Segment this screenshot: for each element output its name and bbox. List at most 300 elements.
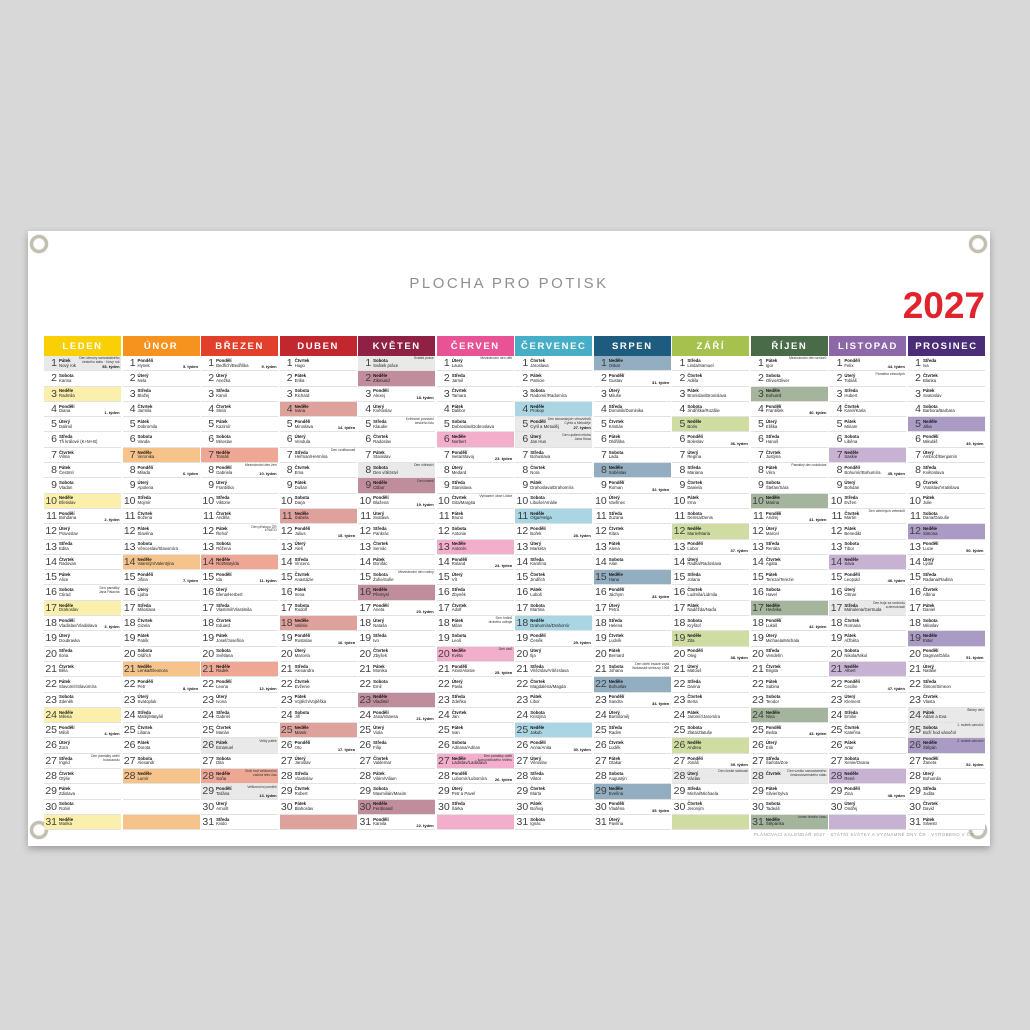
day-number: 23 [516, 693, 529, 706]
day-weekday: Středa [137, 388, 151, 394]
day-cell [123, 677, 200, 692]
day-weekday: Čtvrtek [216, 403, 231, 409]
day-cell [280, 387, 357, 402]
day-text [295, 540, 306, 554]
day-weekday: Středa [765, 755, 780, 761]
day-weekday: Úterý [451, 679, 463, 685]
day-cell [201, 631, 278, 646]
day-cell [358, 509, 435, 524]
day-text [687, 432, 703, 446]
day-nameday: Laura [451, 362, 463, 368]
day-text [844, 555, 858, 569]
day-number: 20 [438, 647, 450, 660]
day-weekday: Úterý [451, 357, 463, 363]
day-cell [908, 754, 985, 769]
day-cell [672, 754, 749, 769]
day-nameday: Tomáš [216, 454, 229, 460]
day-weekday: Neděle [765, 388, 780, 394]
day-number: 7 [679, 448, 686, 461]
day-weekday: Čtvrtek [59, 770, 74, 776]
day-weekday: Středa [373, 633, 387, 639]
day-number: 7 [522, 448, 529, 461]
day-text [452, 585, 466, 599]
day-weekday: Úterý [922, 556, 934, 562]
day-number: 12 [595, 525, 607, 538]
day-nameday: Zbyněk [451, 591, 466, 597]
day-weekday: Pátek [530, 801, 542, 807]
day-nameday: Valentýn/Valentýna [137, 561, 174, 567]
day-weekday: Čtvrtek [216, 724, 231, 730]
day-cell [44, 616, 121, 631]
day-weekday: Pondělí [844, 571, 860, 577]
day-weekday: Neděle [765, 602, 780, 608]
week-number-label: 24. týden [494, 563, 513, 569]
month-column [44, 336, 121, 830]
day-number: 9 [679, 479, 686, 492]
day-number: 11 [281, 509, 293, 522]
day-number: 19 [516, 632, 529, 645]
day-cell [515, 509, 592, 524]
day-number: 23 [752, 693, 764, 706]
day-text [923, 784, 936, 798]
day-cell [201, 509, 278, 524]
day-number: 1 [836, 357, 843, 369]
day-number: 4 [522, 402, 529, 415]
day-number: 11 [595, 509, 607, 522]
day-text [609, 585, 625, 599]
day-nameday: Zita [687, 637, 695, 643]
day-nameday: Bohuslava [530, 454, 551, 460]
day-text [59, 677, 97, 691]
day-weekday: Pondělí [216, 571, 232, 577]
day-weekday: Čtvrtek [137, 510, 153, 516]
day-cell [672, 723, 749, 738]
day-weekday: Pátek [922, 495, 935, 501]
day-cell [908, 387, 985, 402]
day-number: 25 [830, 724, 843, 737]
day-nameday: Medard [451, 469, 467, 475]
day-number: 21 [909, 662, 921, 675]
day-text [844, 463, 880, 477]
week-number-label: 1. týden [104, 410, 120, 416]
day-number: 15 [123, 571, 136, 584]
week-number-label: 21. týden [416, 716, 434, 722]
day-number: 16 [516, 586, 529, 599]
day-nameday: Daniela [687, 484, 702, 490]
day-nameday: Marián [216, 729, 230, 735]
day-cell [201, 647, 278, 662]
day-cell [751, 723, 828, 738]
day-nameday: Gita/Margita [451, 500, 476, 506]
day-number: 30 [280, 800, 293, 813]
day-text [59, 463, 74, 477]
day-weekday: Neděle [137, 449, 152, 455]
day-nameday: Nela [137, 377, 147, 383]
grommet-icon [969, 235, 987, 253]
day-number: 24 [752, 708, 764, 721]
day-cell [672, 693, 749, 708]
day-number: 15 [202, 571, 215, 584]
day-text [138, 509, 153, 523]
day-cell [908, 677, 985, 692]
day-nameday: Michaela/Michala [765, 637, 800, 643]
day-weekday: Pondělí [608, 587, 625, 593]
day-text [373, 616, 387, 630]
day-weekday: Pátek [530, 480, 542, 486]
day-nameday: Vendelín [765, 653, 783, 659]
day-text [138, 524, 154, 538]
day-cell [123, 754, 200, 769]
day-weekday: Neděle [373, 373, 388, 379]
day-note: Den vítězství [414, 463, 434, 468]
day-nameday: Evžen [844, 500, 857, 506]
day-text [766, 708, 780, 722]
day-number: 15 [359, 571, 372, 584]
day-cell [437, 616, 514, 631]
day-text [530, 601, 545, 615]
day-text [766, 662, 781, 676]
day-cell [594, 616, 671, 631]
day-text [216, 540, 231, 554]
day-note: Den obnovy samostatného českého státu · Nový rok [79, 356, 120, 365]
day-text [59, 387, 75, 401]
day-text [138, 570, 154, 584]
day-number: 3 [51, 387, 57, 400]
day-weekday: Pondělí [373, 602, 389, 608]
day-text [530, 509, 552, 523]
week-number-label: 9. týden [261, 364, 277, 370]
day-weekday: Čtvrtek [451, 388, 467, 394]
day-cell [280, 463, 357, 478]
day-weekday: Čtvrtek [608, 740, 624, 746]
day-weekday: Neděle [530, 403, 545, 409]
day-cell [44, 387, 121, 402]
day-weekday: Sobota [216, 541, 231, 547]
day-cell [908, 463, 985, 478]
day-nameday: René [844, 775, 855, 781]
day-weekday: Středa [687, 571, 701, 577]
day-weekday: Úterý [844, 587, 856, 593]
day-nameday: Silvie/Sylva [765, 790, 788, 796]
day-nameday: Štefan/Sára [765, 484, 789, 490]
day-nameday: Ludvík [608, 637, 622, 643]
day-number: 4 [51, 402, 57, 415]
day-text [373, 662, 387, 676]
day-note: Den památky obětí komunistického režimu [477, 754, 513, 762]
day-nameday: Lýdie [922, 561, 934, 567]
day-text [609, 509, 623, 523]
day-nameday: Justýna [765, 454, 781, 460]
day-cell [594, 601, 671, 616]
day-cell [829, 494, 906, 509]
day-text [766, 601, 782, 615]
day-note: Mezinárodní den seniorů [789, 356, 827, 361]
day-cell [358, 769, 435, 784]
day-nameday: Petr a Pavel [451, 790, 476, 796]
day-text [216, 371, 230, 385]
day-note: Den vzdělanosti [331, 448, 356, 453]
day-cell [829, 784, 906, 799]
day-number: 29 [752, 785, 764, 798]
day-text [687, 371, 702, 385]
day-text [138, 371, 149, 385]
day-nameday: Jan Hus [530, 438, 546, 444]
day-note: Květnové povstání českého lidu [405, 417, 434, 426]
day-weekday: Pondělí [530, 633, 546, 639]
day-number: 1 [443, 357, 450, 369]
day-weekday: Pondělí [687, 434, 703, 440]
day-text [530, 662, 568, 676]
day-weekday: Středa [765, 648, 780, 654]
day-nameday: Silvestr [922, 821, 938, 827]
week-number-label: 35. týden [651, 807, 670, 813]
day-number: 8 [443, 464, 450, 477]
day-cell [751, 693, 828, 708]
day-text [844, 402, 865, 416]
day-number: 3 [286, 387, 293, 400]
day-nameday: Jaroslav [294, 760, 311, 766]
day-number: 26 [595, 739, 607, 752]
day-nameday: Benedikt [844, 530, 862, 536]
day-weekday: Sobota [530, 709, 545, 715]
day-number: 25 [438, 724, 450, 737]
day-number: 24 [595, 708, 607, 721]
day-cell [437, 677, 514, 692]
day-text [452, 402, 466, 416]
day-weekday: Pondělí [765, 724, 782, 730]
day-nameday: Iveta/Slavoj [451, 454, 474, 460]
day-text [59, 494, 75, 508]
day-number: 22 [830, 678, 843, 691]
day-cell [358, 463, 435, 478]
day-number: 21 [752, 662, 764, 675]
day-weekday: Čtvrtek [687, 373, 703, 379]
day-number: 17 [595, 601, 607, 614]
day-text [373, 754, 391, 768]
day-weekday: Pondělí [687, 648, 703, 654]
day-number: 30 [438, 800, 450, 813]
day-weekday: Čtvrtek [373, 434, 388, 440]
day-nameday: Aneta [373, 607, 385, 613]
day-weekday: Úterý [530, 648, 542, 654]
month-header: DUBEN [280, 336, 357, 356]
day-weekday: Sobota [530, 495, 545, 501]
day-cell [672, 540, 749, 555]
day-nameday: Bohdana [59, 515, 77, 521]
day-text [609, 800, 625, 814]
day-number: 17 [909, 601, 921, 614]
day-cell [908, 432, 985, 447]
day-nameday: Štěpánka [765, 821, 785, 827]
day-text [844, 494, 857, 508]
day-cell [751, 494, 828, 509]
day-nameday: Jakub [530, 729, 542, 735]
day-nameday: Robert [294, 790, 308, 796]
day-text [844, 432, 859, 446]
day-weekday: Čtvrtek [844, 724, 860, 730]
day-text [295, 448, 328, 462]
day-text [530, 494, 557, 508]
day-number: 17 [202, 601, 215, 614]
day-text [216, 784, 232, 798]
day-number: 14 [909, 555, 921, 568]
day-text [766, 524, 779, 538]
day-nameday: Lubomír/Lubomíra [451, 775, 487, 781]
day-nameday: Oldřich [137, 653, 152, 659]
day-cell [829, 738, 906, 753]
day-nameday: Vít [451, 576, 457, 582]
day-text [766, 738, 777, 752]
day-nameday: Nikola/Nikol [844, 653, 868, 659]
day-nameday: Stanislav [373, 454, 391, 460]
week-number-label: 30. týden [573, 746, 591, 752]
day-number: 22 [280, 678, 293, 691]
day-nameday: Roman [608, 484, 623, 490]
day-cell [44, 769, 121, 784]
day-weekday: Úterý [451, 571, 463, 577]
day-number: 4 [129, 402, 136, 415]
day-number: 13 [280, 540, 293, 553]
day-cell [672, 356, 749, 371]
day-weekday: Sobota [765, 587, 781, 593]
day-cell [515, 417, 592, 432]
day-number: 11 [46, 509, 57, 522]
day-text [923, 693, 938, 707]
day-weekday: Středa [530, 770, 544, 776]
day-text [923, 631, 937, 645]
day-weekday: Pondělí [451, 556, 468, 562]
day-cell [672, 417, 749, 432]
day-nameday: Věnceslav/Slavomíra [137, 546, 178, 552]
day-number: 5 [600, 418, 607, 431]
day-weekday: Neděle [294, 617, 309, 623]
day-text [530, 570, 545, 584]
day-text [766, 754, 788, 768]
day-text [609, 723, 622, 737]
day-cell [908, 738, 985, 753]
day-text [373, 585, 389, 599]
day-cell [123, 708, 200, 723]
day-number: 11 [910, 509, 921, 522]
day-cell [280, 509, 357, 524]
day-text [138, 693, 157, 707]
day-weekday: Pátek [216, 633, 228, 639]
day-cell [751, 585, 828, 600]
day-cell [358, 448, 435, 463]
day-nameday: Jitka [922, 423, 932, 429]
day-cell [515, 432, 592, 447]
day-cell [44, 540, 121, 555]
day-weekday: Úterý [373, 617, 385, 623]
day-text [216, 478, 234, 492]
day-nameday: Vladimír [373, 699, 389, 705]
day-text [609, 738, 624, 752]
day-nameday: Vlastislav [294, 775, 313, 781]
day-nameday: Den vítězství [373, 469, 398, 475]
day-nameday: Milada [137, 469, 151, 475]
day-number: 30 [359, 800, 372, 813]
day-nameday: Erika [294, 377, 305, 383]
day-nameday: Mahulena/Gertruda [844, 607, 882, 613]
day-weekday: Neděle [216, 556, 231, 562]
day-cell [280, 356, 357, 371]
day-weekday: Pondělí [294, 526, 311, 532]
day-number: 8 [129, 464, 136, 477]
day-number: 7 [836, 448, 843, 461]
day-text [923, 432, 939, 446]
day-number: 21 [280, 662, 293, 675]
day-number: 21 [202, 662, 215, 675]
day-nameday: Prokop [530, 408, 544, 414]
day-cell [123, 662, 200, 677]
day-nameday: Alena [608, 546, 620, 552]
week-number-label: 25. týden [494, 670, 513, 676]
day-weekday: Pondělí [765, 510, 782, 516]
day-number: 6 [522, 433, 529, 446]
day-text [59, 478, 74, 492]
day-number: 5 [679, 418, 686, 431]
day-nameday: Hubert [844, 393, 858, 399]
day-text [59, 815, 73, 829]
day-cell [829, 540, 906, 555]
week-number-label: 6. týden [182, 471, 199, 477]
day-weekday: Pátek [922, 602, 935, 608]
day-text [844, 723, 860, 737]
day-nameday: Augustýn [608, 775, 627, 781]
day-nameday: Štěpán [922, 744, 937, 750]
day-weekday: Pátek [294, 373, 307, 379]
day-number: 30 [673, 800, 686, 813]
day-weekday: Středa [137, 709, 151, 715]
day-weekday: Úterý [765, 526, 777, 532]
day-cell [672, 494, 749, 509]
day-weekday: Středa [844, 388, 858, 394]
week-number-label: 13. týden [259, 792, 277, 798]
day-text [452, 463, 467, 477]
day-number: 11 [752, 509, 764, 522]
day-text [609, 555, 624, 569]
day-text [923, 800, 938, 814]
day-weekday: Středa [687, 357, 701, 363]
day-text [59, 631, 80, 645]
day-weekday: Středa [59, 648, 73, 654]
day-weekday: Středa [687, 679, 701, 685]
day-text [373, 387, 389, 401]
day-cell [44, 815, 121, 830]
day-weekday: Středa [137, 602, 151, 608]
day-cell [829, 463, 906, 478]
day-weekday: Sobota [687, 510, 702, 516]
day-cell [44, 478, 121, 493]
day-cell [437, 371, 514, 386]
day-weekday: Pondělí [59, 617, 75, 623]
day-cell [515, 555, 592, 570]
day-nameday: Rút/Matylda [216, 561, 240, 567]
day-number: 9 [365, 479, 372, 492]
day-weekday: Neděle [530, 510, 545, 516]
day-nameday: Diana [59, 408, 71, 414]
day-cell [908, 723, 985, 738]
day-cell [672, 402, 749, 417]
day-cell [829, 371, 906, 386]
day-weekday: Pátek [216, 526, 228, 532]
day-number: 28 [45, 770, 57, 783]
day-cell [44, 555, 121, 570]
day-number: 15 [909, 571, 921, 584]
day-number: 23 [438, 693, 450, 706]
day-number: 18 [202, 617, 215, 630]
day-cell [123, 387, 200, 402]
